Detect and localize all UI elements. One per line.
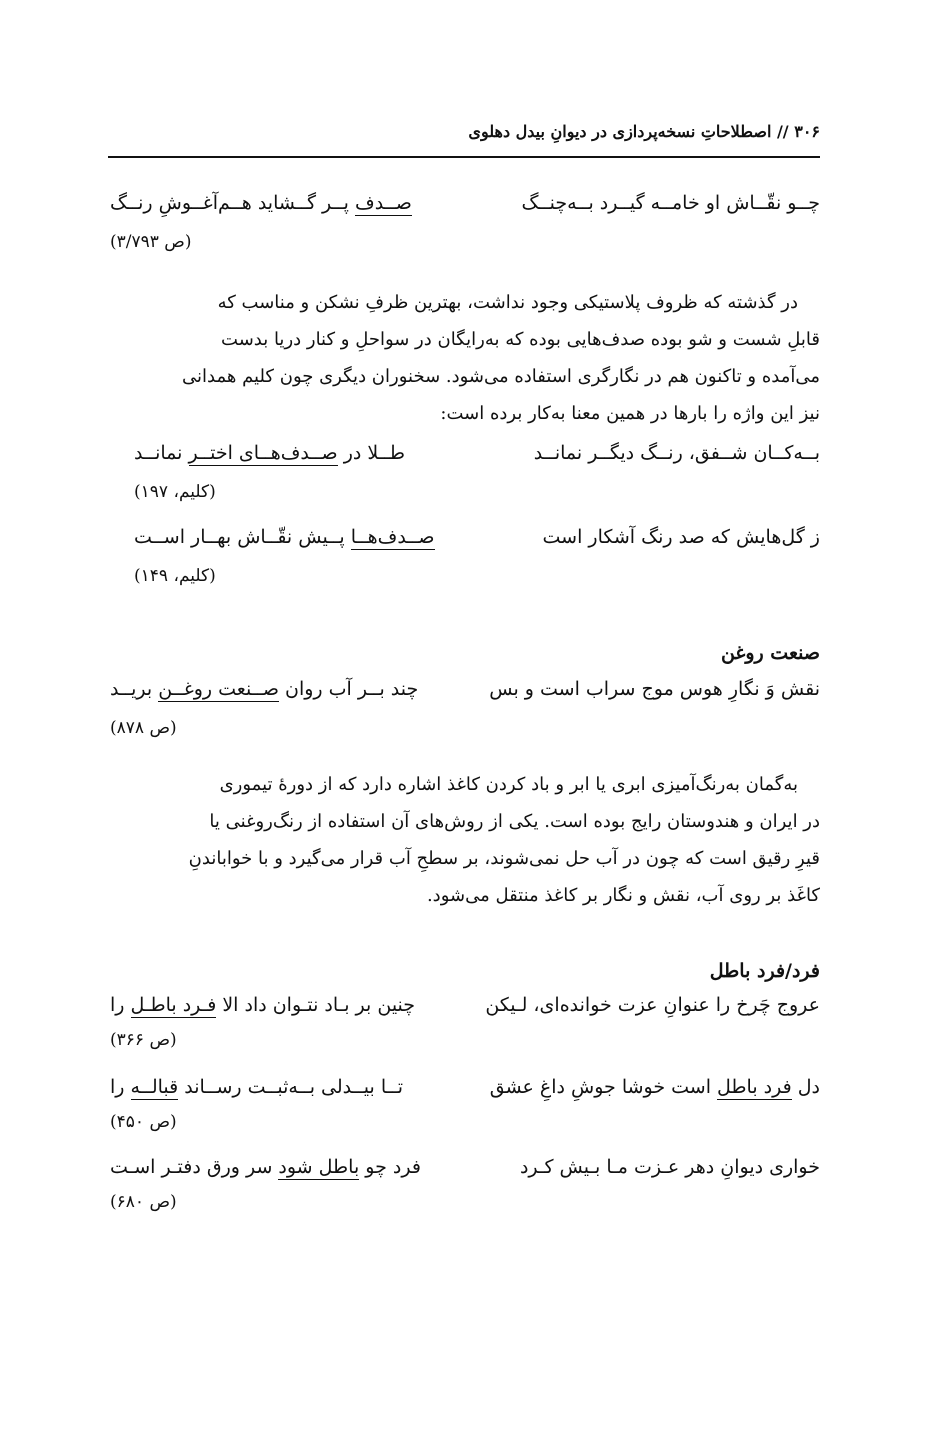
quoted-hemistich-1: بــه‌کــان شــفق، رنــگ دیگــر نمانــد	[533, 442, 820, 464]
couplet-hemistich-1: چــو نقّــاش او خامــه گیــرد بــه‌چنــگ	[521, 192, 820, 214]
quoted-hemistich-2: صــدف‌هــا پــیش نقّــاش بهــار اســت	[134, 526, 435, 548]
paragraph-line: در ایران و هندوستان رایج بوده است. یکی از روش‌های آن استفاده از رنگ‌روغنی یا	[209, 811, 820, 832]
verse-source: (ص ۶۸۰)	[110, 1192, 177, 1212]
quoted-hemistich-2: طــلا در صــدف‌هــای اختــر نمانــد	[134, 442, 405, 464]
underlined-term: فـرد باطـل	[130, 994, 217, 1016]
underlined-term: صــنعت روغــن	[158, 678, 279, 700]
paragraph-line: به‌گمان به‌رنگ‌آمیزی ابری یا ابر و باد کردن کاغذ اشاره دارد که از دورۀ تیموری	[219, 774, 798, 795]
page-header	[108, 120, 820, 158]
underlined-term: صــدف	[355, 192, 412, 214]
verse-source: (ص ۳۶۶)	[110, 1030, 177, 1050]
underlined-term: باطل شود	[278, 1156, 360, 1178]
section-heading: فرد/فرد باطل	[709, 960, 820, 982]
verse-source: (ص ۳/۷۹۳)	[110, 232, 192, 252]
paragraph-line: قیرِ رقیق است که چون در آب حل نمی‌شوند، بر سطحِ آب قرار می‌گیرد و با خواباندنِ	[188, 848, 820, 869]
paragraph-line: قابلِ شست و شو بوده صدف‌هایی بوده که به‌رایگان در سواحلِ و کنار دریا بدست	[221, 329, 820, 350]
verse-source: (ص ۸۷۸)	[110, 718, 177, 738]
paragraph	[108, 766, 820, 914]
couplet-hemistich-1: خواری دیوانِ دهر عـزت مـا بـیش کـرد	[519, 1156, 820, 1178]
verse-source: (ص ۴۵۰)	[110, 1112, 177, 1132]
verse-source: (کلیم، ۱۴۹)	[134, 566, 216, 586]
couplet-hemistich-2: تــا بیــدلی بــه‌ثبــت رســاند قبالــه را	[110, 1076, 404, 1098]
paragraph-line: در گذشته که ظروف پلاستیکی وجود نداشت، بهترین ظرفِ نشکن و مناسب که	[217, 292, 798, 313]
couplet-hemistich-2: صــدف پــر گــشاید هــم‌آغــوشِ رنــگ	[110, 192, 412, 214]
quoted-hemistich-1: ز گل‌هایش که صد رنگ آشکار است	[542, 526, 820, 548]
underlined-term: قبالــه	[130, 1076, 179, 1098]
running-title: ۳۰۶ // اصطلاحاتِ نسخه‌پردازی در دیوانِ بیدل دهلوی	[468, 122, 820, 141]
verse-source: (کلیم، ۱۹۷)	[134, 482, 216, 502]
paragraph	[108, 284, 820, 432]
underlined-term: فرد باطل	[717, 1076, 792, 1098]
couplet-hemistich-2: چنین بر بـاد نتـوان داد الا فـرد باطـل را	[110, 994, 416, 1016]
couplet-hemistich-1: عروج چَرخ را عنوانِ عزت خوانده‌ای، لـیکن	[485, 994, 820, 1016]
underlined-term: صــدف‌هــا	[350, 526, 435, 548]
couplet-hemistich-1: نقش وَ نگارِ هوس موج سراب است و بس	[489, 678, 820, 700]
couplet-hemistich-2: فرد چو باطل شود سر ورق دفتـر اسـت	[110, 1156, 421, 1178]
section-heading: صنعت روغن	[720, 642, 820, 664]
paragraph-line: کاغَذ بر روی آب، نقش و نگار بر کاغذ منتقل می‌شود.	[426, 885, 820, 906]
underlined-term: صــدف‌هــای اختــر	[188, 442, 338, 464]
paragraph-line: نیز این واژه را بارها در همین معنا به‌کار برده است:	[440, 403, 820, 424]
couplet-hemistich-2: چند بــر آب روان صــنعت روغــن بریــد	[110, 678, 419, 700]
couplet-hemistich-1: دل فرد باطل است خوشا جوشِ داغِ عشق	[489, 1076, 820, 1098]
paragraph-line: می‌آمده و تاکنون هم در نگارگری استفاده می‌شود. سخنوران دیگری چون کلیم همدانی	[181, 366, 820, 387]
